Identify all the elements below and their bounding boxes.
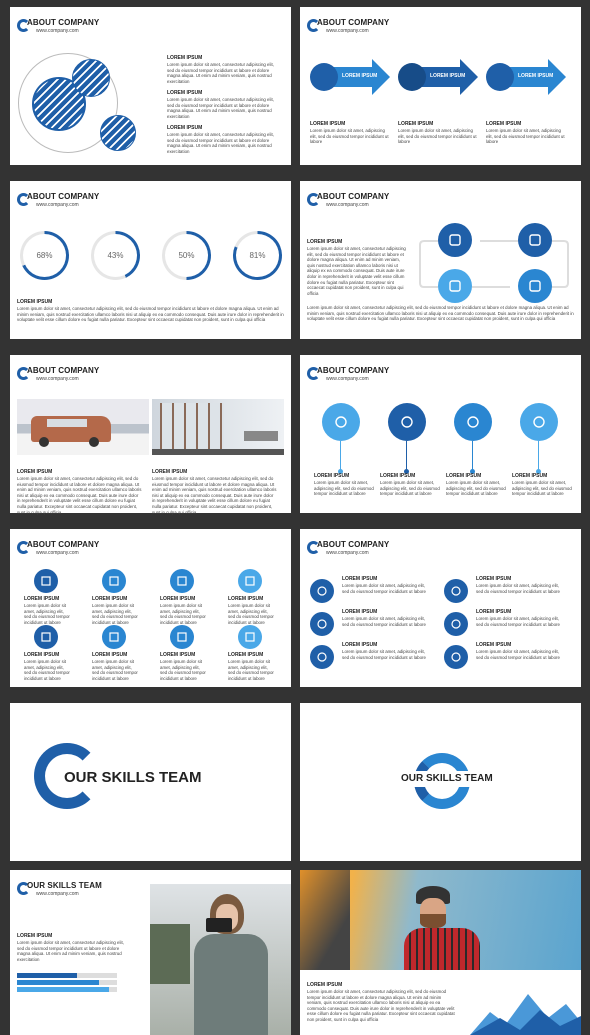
team-title: OUR SKILLS TEAM bbox=[64, 769, 202, 786]
block-label: LOREM IPSUM bbox=[160, 596, 196, 602]
chart-icon bbox=[444, 645, 468, 669]
room-photo bbox=[152, 399, 284, 455]
slide-title: ABOUT COMPANY bbox=[27, 18, 100, 27]
pill-icon bbox=[34, 625, 58, 649]
slide-about-progress[interactable] bbox=[10, 181, 291, 339]
chip-icon bbox=[444, 579, 468, 603]
cart-icon bbox=[34, 569, 58, 593]
progress-value: 43% bbox=[94, 234, 137, 277]
block-label: LOREM IPSUM bbox=[307, 239, 343, 245]
text-block bbox=[380, 473, 440, 496]
block-text: Lorem ipsum dolor sit amet, consectetur adipiscing elit, sed do eiusmod tempor incididunt ut labore et dolore magna aliqua. Ut enim ad minim veniam, quis nostrud exercitation ullamco laboris nisi ut aliquip ex ea commodo consequat. Duis aute irure dolor in reprehenderit in voluptate velit esse cillum dolore eu fugiat nulla pariatur. Excepteur sint occaecat cupidatat non proident, sunt in culpa qui officia bbox=[307, 989, 455, 1022]
block-label: LOREM IPSUM bbox=[92, 652, 128, 658]
text-block bbox=[342, 576, 428, 600]
text-block bbox=[310, 121, 390, 150]
slide-title: ABOUT COMPANY bbox=[317, 192, 390, 201]
block-text: Lorem ipsum dolor sit amet, consectetur adipiscing elit, sed do eiusmod tempor incididunt ut labore et dolore magna aliqua. Ut enim ad minim veniam, quis nostrud exercitation bbox=[17, 940, 124, 962]
text-block bbox=[92, 596, 138, 625]
pin-stem bbox=[538, 441, 539, 471]
block-text: Lorem ipsum dolor sit amet, adipiscing elit, sed do eiusmod tempor incididunt ut labore bbox=[380, 480, 440, 497]
block-text: Lorem ipsum dolor sit amet, adipiscing elit, sed do eiusmod tempor incididunt ut labore bbox=[314, 480, 374, 497]
bookmark-icon bbox=[388, 403, 426, 441]
block-label: LOREM IPSUM bbox=[17, 299, 53, 305]
progress-circle bbox=[20, 231, 69, 280]
slide-url: www.company.com bbox=[326, 28, 369, 34]
text-block bbox=[342, 642, 428, 666]
slide-title: ABOUT COMPANY bbox=[27, 366, 100, 375]
slide-about-photos[interactable] bbox=[10, 355, 291, 513]
block-label: LOREM IPSUM bbox=[512, 473, 548, 479]
arrow-item[interactable] bbox=[310, 59, 390, 95]
block-text: Lorem ipsum dolor sit amet, consectetur adipiscing elit, sed do eiusmod tempor incididunt ut labore et dolore magna aliqua. Ut enim ad minim veniam, quis nostrud exercitation bbox=[167, 62, 274, 84]
block-text: Lorem ipsum dolor sit amet, adipiscing elit, sed do eiusmod tempor incididunt ut labore bbox=[92, 603, 138, 625]
block-label: LOREM IPSUM bbox=[228, 652, 264, 658]
slide-about-pins[interactable] bbox=[300, 355, 581, 513]
block-text: Lorem ipsum dolor sit amet, adipiscing elit, sed do eiusmod tempor incididunt ut labore bbox=[160, 603, 206, 625]
telescope-icon bbox=[520, 403, 558, 441]
block-text: Lorem ipsum dolor sit amet, adipiscing elit, sed do eiusmod tempor incididunt ut labore bbox=[476, 616, 560, 627]
slide-about-circles[interactable] bbox=[10, 7, 291, 165]
slide-title: ABOUT COMPANY bbox=[317, 540, 390, 549]
block-label: LOREM IPSUM bbox=[17, 933, 53, 939]
text-block bbox=[446, 473, 506, 496]
block-label: LOREM IPSUM bbox=[228, 596, 264, 602]
slide-team-photo[interactable] bbox=[10, 870, 291, 1035]
arrow-item[interactable] bbox=[486, 59, 566, 95]
slide-url: www.company.com bbox=[36, 376, 79, 382]
van-photo bbox=[17, 399, 149, 455]
text-block bbox=[17, 469, 142, 515]
text-block bbox=[160, 652, 206, 681]
shield-icon bbox=[454, 403, 492, 441]
block-label: LOREM IPSUM bbox=[446, 473, 482, 479]
car-icon bbox=[170, 569, 194, 593]
man-photo bbox=[300, 870, 581, 970]
text-block bbox=[307, 305, 575, 322]
woman-photo bbox=[150, 884, 291, 1035]
slide-url: www.company.com bbox=[326, 202, 369, 208]
search-icon bbox=[444, 612, 468, 636]
block-label: LOREM IPSUM bbox=[342, 576, 378, 582]
block-text: Lorem ipsum dolor sit amet, adipiscing elit, sed do eiusmod tempor incididunt ut labore bbox=[228, 659, 274, 681]
key-icon bbox=[322, 403, 360, 441]
block-text: Lorem ipsum dolor sit amet, adipiscing elit, sed do eiusmod tempor incididunt ut labore bbox=[24, 659, 70, 681]
block-label: LOREM IPSUM bbox=[167, 125, 203, 131]
text-block bbox=[228, 652, 274, 681]
block-text: Lorem ipsum dolor sit amet, adipiscing elit, sed do eiusmod tempor incididunt ut labore bbox=[476, 649, 560, 660]
block-label: LOREM IPSUM bbox=[380, 473, 416, 479]
slide-team-title-center[interactable] bbox=[300, 703, 581, 861]
text-block bbox=[167, 55, 279, 154]
progress-value: 81% bbox=[236, 234, 279, 277]
slide-title: OUR SKILLS TEAM bbox=[27, 881, 102, 890]
text-block bbox=[152, 469, 277, 515]
block-label: LOREM IPSUM bbox=[160, 652, 196, 658]
paperclip-icon bbox=[518, 223, 552, 257]
slide-team-title-left[interactable] bbox=[10, 703, 291, 861]
text-block bbox=[398, 121, 478, 150]
flag-icon bbox=[518, 269, 552, 303]
block-label: LOREM IPSUM bbox=[310, 121, 346, 127]
block-label: LOREM IPSUM bbox=[167, 55, 203, 61]
block-label: LOREM IPSUM bbox=[17, 469, 53, 475]
basket-icon bbox=[438, 269, 472, 303]
slide-about-arrows[interactable] bbox=[300, 7, 581, 165]
block-text: Lorem ipsum dolor sit amet, consectetur adipiscing elit, sed do eiusmod tempor incididunt ut labore et dolore magna aliqua. Ut enim ad minim veniam, quis nostrud exercitation bbox=[167, 97, 274, 119]
block-text: Lorem ipsum dolor sit amet, adipiscing elit, sed do eiusmod tempor incididunt ut labore bbox=[398, 128, 477, 145]
rocket-icon bbox=[238, 569, 262, 593]
block-text: Lorem ipsum dolor sit amet, adipiscing elit, sed do eiusmod tempor incididunt ut labore bbox=[446, 480, 506, 497]
block-text: Lorem ipsum dolor sit amet, adipiscing elit, sed do eiusmod tempor incididunt ut labore bbox=[92, 659, 138, 681]
text-block bbox=[24, 596, 70, 625]
block-text: Lorem ipsum dolor sit amet, adipiscing elit, sed do eiusmod tempor incididunt ut labore bbox=[512, 480, 572, 497]
text-block bbox=[228, 596, 274, 625]
block-text: Lorem ipsum dolor sit amet, consectetur adipiscing elit, sed do eiusmod tempor incididunt ut labore et dolore magna aliqua. Ut enim ad minim veniam, quis nostrud exercitation ullamco laboris nisi ut aliquip ex ea commodo consequat. Duis aute irure dolor in reprehenderit in voluptate velit esse cillum dolore eu fugiat nulla pariatur. Excepteur sint occaecat cupidatat non proident, sunt in culpa qui officia bbox=[307, 246, 406, 296]
text-block bbox=[307, 982, 457, 1029]
block-label: LOREM IPSUM bbox=[476, 609, 512, 615]
pin-stem bbox=[406, 441, 407, 471]
block-label: LOREM IPSUM bbox=[92, 596, 128, 602]
block-label: LOREM IPSUM bbox=[152, 469, 188, 475]
block-label: LOREM IPSUM bbox=[24, 652, 60, 658]
block-label: LOREM IPSUM bbox=[342, 642, 378, 648]
block-label: LOREM IPSUM bbox=[398, 121, 434, 127]
block-text: Lorem ipsum dolor sit amet, adipiscing elit, sed do eiusmod tempor incididunt ut labore bbox=[342, 649, 426, 660]
mountain-graphic bbox=[470, 982, 581, 1035]
slide-url: www.company.com bbox=[326, 376, 369, 382]
arrow-label: LOREM IPSUM bbox=[430, 73, 466, 79]
block-label: LOREM IPSUM bbox=[486, 121, 522, 127]
pin-stem bbox=[472, 441, 473, 471]
pin-stem bbox=[340, 441, 341, 471]
block-text: Lorem ipsum dolor sit amet, adipiscing elit, sed do eiusmod tempor incididunt ut labore bbox=[24, 603, 70, 625]
text-block bbox=[160, 596, 206, 625]
progress-circle bbox=[91, 231, 140, 280]
team-title: OUR SKILLS TEAM bbox=[401, 773, 493, 784]
arrow-label: LOREM IPSUM bbox=[342, 73, 378, 79]
text-block bbox=[476, 576, 562, 600]
progress-circle bbox=[162, 231, 211, 280]
slide-url: www.company.com bbox=[36, 891, 79, 897]
block-text: Lorem ipsum dolor sit amet, adipiscing elit, sed do eiusmod tempor incididunt ut labore bbox=[476, 583, 560, 594]
text-block bbox=[314, 473, 374, 496]
block-label: LOREM IPSUM bbox=[476, 576, 512, 582]
slide-url: www.company.com bbox=[326, 550, 369, 556]
block-text: Lorem ipsum dolor sit amet, adipiscing elit, sed do eiusmod tempor incididunt ut labore bbox=[228, 603, 274, 625]
flask-icon bbox=[310, 612, 334, 636]
skill-bar bbox=[17, 987, 117, 992]
skill-bar bbox=[17, 973, 117, 978]
block-text: Lorem ipsum dolor sit amet, adipiscing elit, sed do eiusmod tempor incididunt ut labore bbox=[486, 128, 565, 145]
block-label: LOREM IPSUM bbox=[476, 642, 512, 648]
block-text: Lorem ipsum dolor sit amet, adipiscing elit, sed do eiusmod tempor incididunt ut labore bbox=[342, 616, 426, 627]
arrow-label: LOREM IPSUM bbox=[518, 73, 554, 79]
venn-circle-top bbox=[72, 59, 110, 97]
wallet-icon bbox=[238, 625, 262, 649]
text-block bbox=[17, 933, 127, 968]
slide-url: www.company.com bbox=[36, 28, 79, 34]
text-block bbox=[92, 652, 138, 681]
text-block bbox=[476, 609, 562, 633]
block-text: Lorem ipsum dolor sit amet, consectetur adipiscing elit, sed do eiusmod tempor incididunt ut labore et dolore magna aliqua. Ut enim ad minim veniam, quis nostrud exercitation ullamco laboris nisi ut aliquip ex ea commodo consequat. Duis aute irure dolor in reprehenderit in voluptate velit esse cillum dolore eu fugiat nulla pariatur. Excepteur sint occaecat cupidatat non proident, sunt in culpa qui officia bbox=[152, 476, 277, 515]
progress-value: 68% bbox=[23, 234, 66, 277]
slide-about-icon-list[interactable] bbox=[300, 529, 581, 687]
block-label: LOREM IPSUM bbox=[314, 473, 350, 479]
text-block bbox=[512, 473, 572, 496]
block-label: LOREM IPSUM bbox=[24, 596, 60, 602]
text-block bbox=[342, 609, 428, 633]
slide-about-cycle[interactable] bbox=[300, 181, 581, 339]
block-text: Lorem ipsum dolor sit amet, consectetur adipiscing elit, sed do eiusmod tempor incididunt ut labore et dolore magna aliqua. Ut enim ad minim veniam, quis nostrud exercitation ullamco laboris nisi ut aliquip ex ea commodo consequat. Duis aute irure dolor in reprehenderit in voluptate velit esse cillum dolore eu fugiat nulla pariatur. Excepteur sint occaecat cupidatat non proident, sunt in culpa qui officia bbox=[17, 306, 284, 323]
block-text: Lorem ipsum dolor sit amet, consectetur adipiscing elit, sed do eiusmod tempor incididunt ut labore et dolore magna aliqua. Ut enim ad minim veniam, quis nostrud exercitation ullamco laboris nisi ut aliquip ex ea commodo consequat. Duis aute irure dolor in reprehenderit in voluptate velit esse cillum dolore eu fugiat nulla pariatur. Excepteur sint occaecat cupidatat non proident, sunt in culpa qui officia bbox=[307, 305, 574, 322]
venn-circle-bottom bbox=[100, 115, 136, 151]
book-icon bbox=[102, 625, 126, 649]
image-icon bbox=[102, 569, 126, 593]
slide-team-photo-man[interactable] bbox=[300, 870, 581, 1035]
slide-title: ABOUT COMPANY bbox=[317, 366, 390, 375]
block-text: Lorem ipsum dolor sit amet, adipiscing elit, sed do eiusmod tempor incididunt ut labore bbox=[310, 128, 389, 145]
slide-about-icon-grid[interactable] bbox=[10, 529, 291, 687]
slide-title: ABOUT COMPANY bbox=[317, 18, 390, 27]
block-text: Lorem ipsum dolor sit amet, adipiscing elit, sed do eiusmod tempor incididunt ut labore bbox=[160, 659, 206, 681]
slide-title: ABOUT COMPANY bbox=[27, 192, 100, 201]
text-block bbox=[307, 239, 407, 296]
compass-icon bbox=[310, 579, 334, 603]
globe-icon bbox=[310, 645, 334, 669]
block-text: Lorem ipsum dolor sit amet, consectetur adipiscing elit, sed do eiusmod tempor incididunt ut labore et dolore magna aliqua. Ut enim ad minim veniam, quis nostrud exercitation bbox=[167, 132, 274, 154]
text-block bbox=[476, 642, 562, 666]
text-block bbox=[24, 652, 70, 681]
card-icon bbox=[170, 625, 194, 649]
text-block bbox=[17, 299, 285, 323]
slide-url: www.company.com bbox=[36, 202, 79, 208]
block-label: LOREM IPSUM bbox=[167, 90, 203, 96]
arrow-item[interactable] bbox=[398, 59, 478, 95]
block-text: Lorem ipsum dolor sit amet, consectetur adipiscing elit, sed do eiusmod tempor incididunt ut labore et dolore magna aliqua. Ut enim ad minim veniam, quis nostrud exercitation ullamco laboris nisi ut aliquip ex ea commodo consequat. Duis aute irure dolor in reprehenderit in voluptate velit esse cillum dolore eu fugiat nulla pariatur. Excepteur sint occaecat cupidatat non proident, sunt in culpa qui officia bbox=[17, 476, 142, 515]
puzzle-icon bbox=[438, 223, 472, 257]
block-label: LOREM IPSUM bbox=[307, 982, 343, 988]
progress-value: 50% bbox=[165, 234, 208, 277]
slide-title: ABOUT COMPANY bbox=[27, 540, 100, 549]
skill-bar bbox=[17, 980, 117, 985]
slide-url: www.company.com bbox=[36, 550, 79, 556]
progress-circle bbox=[233, 231, 282, 280]
block-text: Lorem ipsum dolor sit amet, adipiscing elit, sed do eiusmod tempor incididunt ut labore bbox=[342, 583, 426, 594]
text-block bbox=[486, 121, 566, 150]
block-label: LOREM IPSUM bbox=[342, 609, 378, 615]
